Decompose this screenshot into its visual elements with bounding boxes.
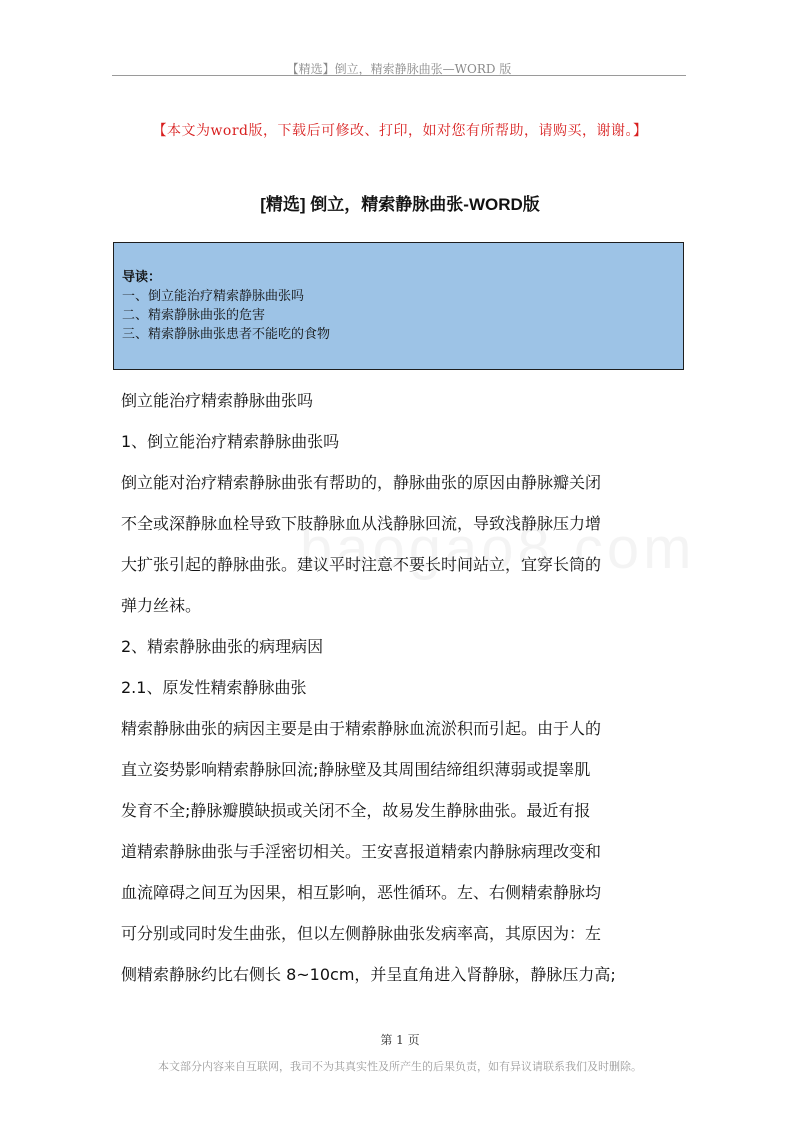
page-header: 【精选】倒立，精索静脉曲张—WORD 版 [286,62,512,76]
page-footer: 本文部分内容来自互联网，我司不为其真实性及所产生的后果负责，如有异议请联系我们及时删除。 [158,1060,642,1073]
body-line: 直立姿势影响精索静脉回流;静脉壁及其周围结缔组织薄弱或提睾肌 [121,760,591,779]
body-line: 发育不全;静脉瓣膜缺损或关闭不全，故易发生静脉曲张。最近有报 [121,801,591,820]
body-line: 弹力丝袜。 [121,596,202,615]
guide-label: 导读： [122,270,162,285]
subsection-heading: 2、精索静脉曲张的病理病因 [121,637,324,656]
guide-item-3[interactable]: 三、精索静脉曲张患者不能吃的食物 [122,327,331,342]
body-line: 精索静脉曲张的病因主要是由于精索静脉血流淤积而引起。由于人的 [121,719,602,738]
body-line: 倒立能对治疗精索静脉曲张有帮助的，静脉曲张的原因由静脉瓣关闭 [121,473,602,492]
guide-item-2[interactable]: 二、精索静脉曲张的危害 [122,308,266,323]
subsection-heading: 1、倒立能治疗精索静脉曲张吗 [121,432,340,451]
header-divider [112,75,686,76]
body-line: 侧精索静脉约比右侧长 8~10cm，并呈直角进入肾静脉，静脉压力高; [121,965,616,984]
page-number: 第 1 页 [380,1033,420,1047]
guide-item-1[interactable]: 一、倒立能治疗精索静脉曲张吗 [122,289,305,304]
guide-box [113,242,684,370]
subsection-heading: 2.1、原发性精索静脉曲张 [121,678,307,697]
document-title: [精选] 倒立，精索静脉曲张-WORD版 [260,195,540,214]
section-heading: 倒立能治疗精索静脉曲张吗 [121,391,314,410]
body-line: 道精索静脉曲张与手淫密切相关。王安喜报道精索内静脉病理改变和 [121,842,602,861]
body-line: 血流障碍之间互为因果，相互影响，恶性循环。左、右侧精索静脉均 [121,883,602,902]
document-body [121,380,687,995]
body-line: 不全或深静脉血栓导致下肢静脉血从浅静脉回流，导致浅静脉压力增 [121,514,602,533]
purchase-notice: 【本文为word版，下载后可修改、打印，如对您有所帮助，请购买，谢谢。】 [152,123,648,139]
body-line: 大扩张引起的静脉曲张。建议平时注意不要长时间站立，宜穿长筒的 [121,555,602,574]
body-line: 可分别或同时发生曲张，但以左侧静脉曲张发病率高，其原因为：左 [121,924,602,943]
